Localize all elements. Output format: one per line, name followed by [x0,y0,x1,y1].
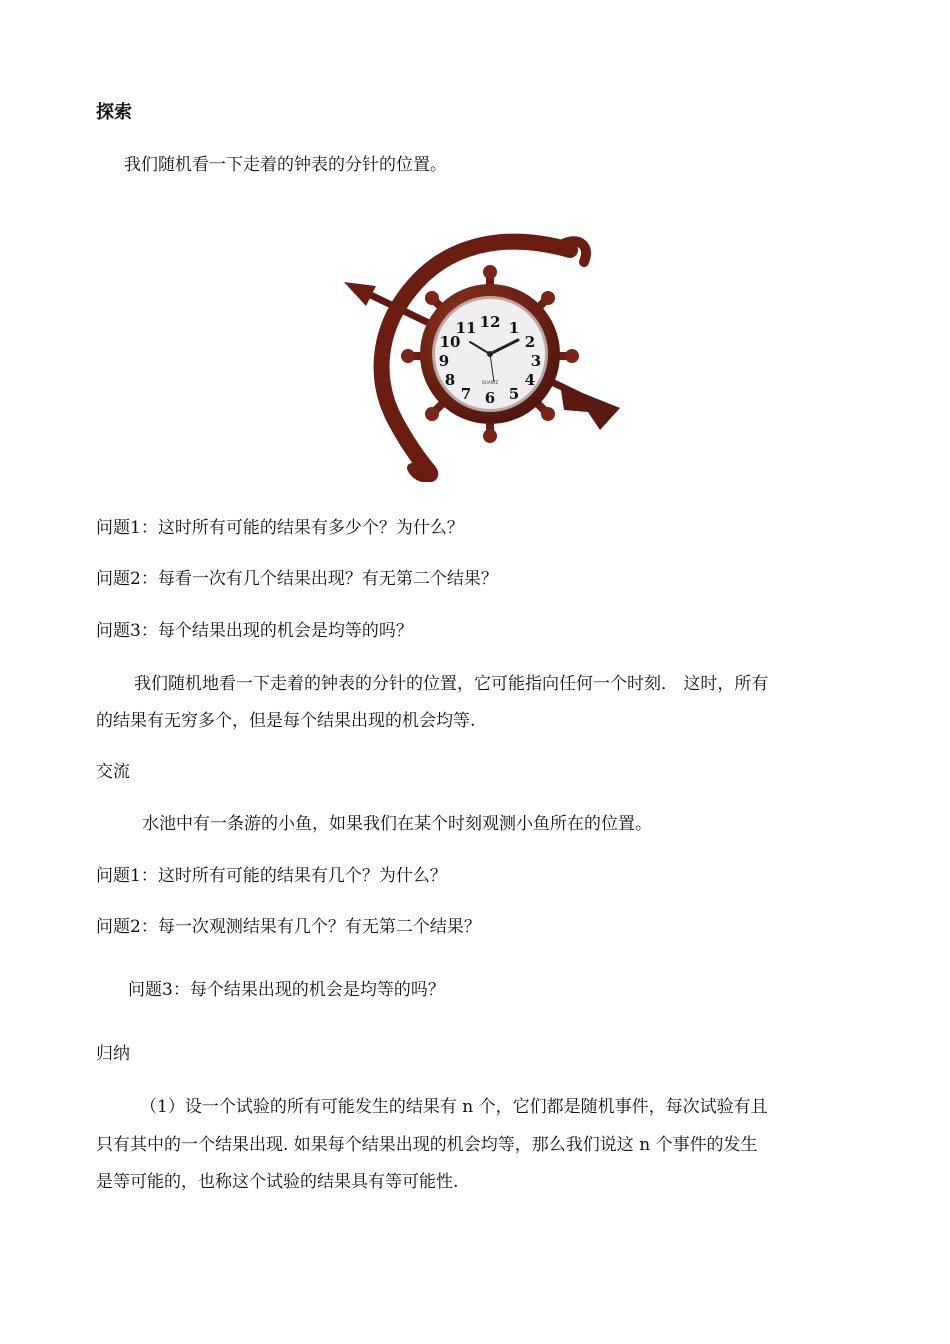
exchange-question-1: 问题1：这时所有可能的结果有几个？为什么？ [96,866,447,886]
svg-text:1: 1 [508,319,520,337]
explore-explanation-line-1: 我们随机地看一下走着的钟表的分针的位置，它可能指向任何一个时刻． 这时，所有 [134,674,769,694]
explore-intro: 我们随机看一下走着的钟表的分针的位置。 [124,155,447,175]
exchange-question-3: 问题3：每个结果出现的机会是均等的吗？ [128,980,445,1000]
clock-illustration [338,232,628,482]
svg-text:4: 4 [524,371,536,389]
svg-text:10: 10 [439,333,461,351]
svg-text:8: 8 [444,371,456,389]
svg-text:12: 12 [479,313,501,331]
svg-text:6: 6 [484,389,496,407]
clock-dial-label: QUARTZ [481,380,499,385]
section-title-exchange: 交流 [96,762,130,782]
section-title-summary: 归纳 [96,1044,130,1064]
explore-question-2: 问题2：每看一次有几个结果出现？有无第二个结果？ [96,569,498,589]
arrow-head-icon [344,282,376,306]
arrow-fletching-icon [560,384,620,430]
svg-text:9: 9 [438,352,450,370]
summary-paragraph-line-1: （1）设一个试验的所有可能发生的结果有 n 个，它们都是随机事件，每次试验有且 [140,1097,768,1117]
explore-explanation-line-2: 的结果有无穷多个，但是每个结果出现的机会均等. [96,711,476,731]
section-title-explore: 探索 [96,102,132,123]
exchange-question-2: 问题2：每一次观测结果有几个？有无第二个结果？ [96,917,481,937]
explore-question-1: 问题1：这时所有可能的结果有多少个？为什么？ [96,518,464,538]
svg-text:11: 11 [455,319,477,337]
svg-text:2: 2 [524,333,536,351]
clock-center-pin [487,351,493,357]
svg-text:3: 3 [530,352,542,370]
exchange-intro: 水池中有一条游的小鱼，如果我们在某个时刻观测小鱼所在的位置。 [142,814,652,834]
svg-text:5: 5 [508,385,520,403]
summary-paragraph-line-3: 是等可能的，也称这个试验的结果具有等可能性. [96,1172,459,1192]
summary-paragraph-line-2: 只有其中的一个结果出现. 如果每个结果出现的机会均等，那么我们说这 n 个事件的发生 [96,1135,758,1155]
svg-text:7: 7 [460,385,472,403]
explore-question-3: 问题3：每个结果出现的机会是均等的吗？ [96,621,413,641]
